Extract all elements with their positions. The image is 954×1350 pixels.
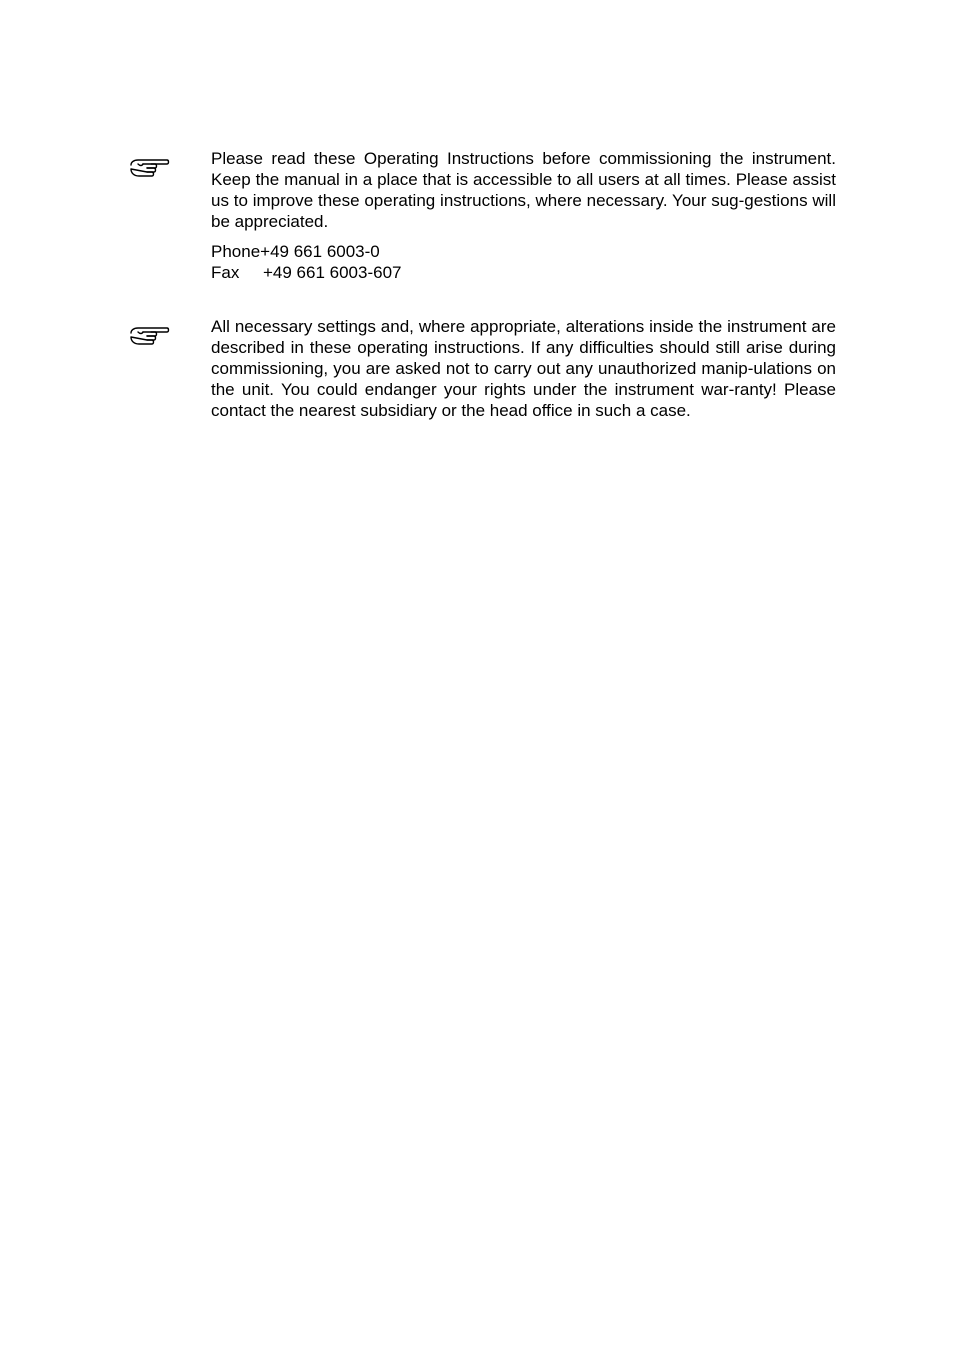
pointing-hand-icon [129,325,171,347]
note-text: Please read these Operating Instructions before commissioning the instrument. Keep the manual in a place that is accessible to all users at all times. Please assist us to improve these operating instructions, where necessary. Your sug-gestions will be appreciated. [211,149,836,231]
note-text: All necessary settings and, where appropriate, alterations inside the instrument are described in these operating instructions. If any difficulties should still arise during commissioning, you are asked not to carry out any unauthorized manip-ulations on the unit. You could endanger your rights under the instrument war-ranty! Please contact the nearest subsidiary or the head office in such a case. [211,317,836,420]
contact-info [211,241,402,283]
phone-number: +49 661 6003-0 [260,242,380,261]
phone-label: Phone [211,242,261,261]
fax-row [211,262,402,283]
pointing-hand-icon [129,157,171,179]
phone-row [211,241,402,262]
fax-label: Fax [211,263,240,282]
fax-number: +49 661 6003-607 [263,263,402,282]
